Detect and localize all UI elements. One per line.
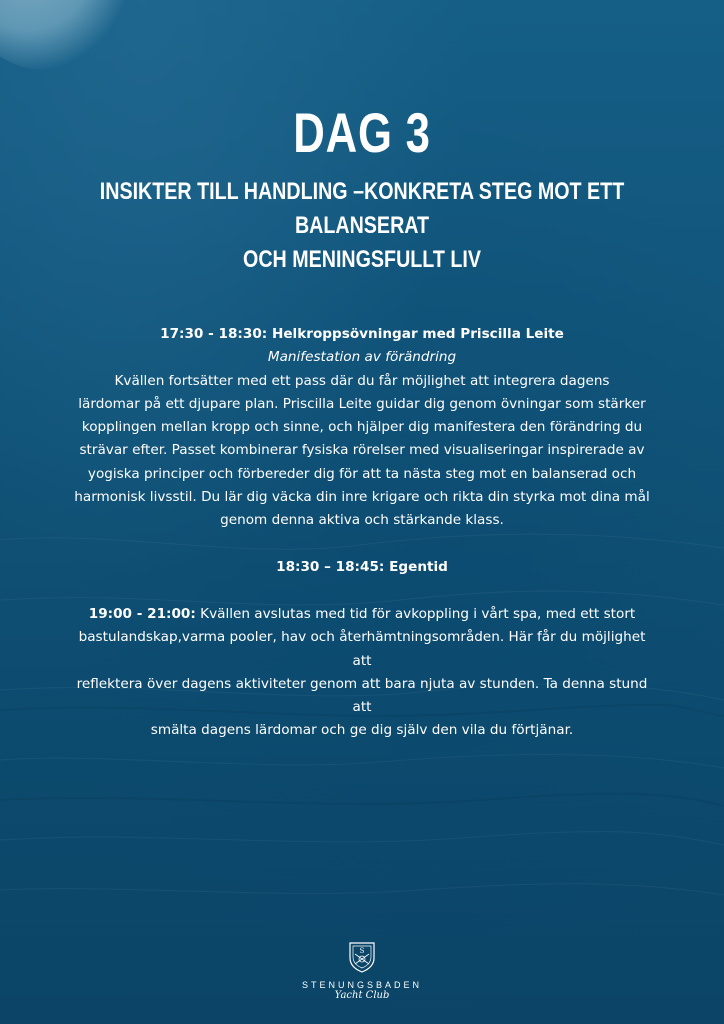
session-2-heading: 18:30 – 18:45: Egentid [276,558,448,575]
session-1-title: Helkroppsövningar med Priscilla Leite [271,326,564,342]
club-logo [0,940,724,1001]
session-3-line-first [70,603,654,626]
subtitle-line-1: INSIKTER TILL HANDLING –KONKRETA STEG MOT ETT BALANSERAT [99,178,625,239]
session-1-theme: Manifestation av förändring [267,349,457,366]
session-1-line: genom denna aktiva och stärkande klass. [220,512,504,529]
subtitle-line-2: OCH MENINGSFULLT LIV [243,246,481,273]
session-1-heading [70,323,654,346]
session-3-line: smälta dagens lärdomar och ge dig själv den vila du förtjänar. [150,722,574,739]
session-1-line: Kvällen fortsätter med ett pass där du får möjlighet att integrera dagens [114,372,610,389]
crest-letter: S [359,947,365,955]
session-3-time: 19:00 - 21:00: [88,605,196,622]
session-3-line: reflektera över dagens aktiviteter genom att bara njuta av stunden. Ta denna stund att [76,675,648,716]
page-title: DAG 3 [293,101,431,164]
session-1-line: lärdomar på ett djupare plan. Priscilla Leite guidar dig genom övningar som stärker [78,395,646,412]
session-1-line: strävar efter. Passet kombinerar fysiska rörelser med visualiseringar inspirerade av [79,442,645,459]
page-subtitle [98,175,626,277]
schedule-content [70,323,654,743]
yacht-club-crest-icon [347,940,377,974]
session-1-line: harmonisk livsstil. Du lär dig väcka din inre krigare och rikta din styrka mot dina mål [74,489,650,506]
session-3-text: Kvällen avslutas med tid för avkoppling i vårt spa, med ett stort [200,605,636,622]
corner-highlight [0,0,130,70]
session-1-time: 17:30 - 18:30: [160,326,268,342]
session-1-line: kopplingen mellan kropp och sinne, och hjälper dig manifestera den förändring du [81,419,643,436]
session-1-line: yogiska principer och förbereder dig för att ta nästa steg mot en balanserad och [87,465,637,482]
club-subtitle: Yacht Club [334,990,390,1001]
club-name: STENUNGSBADEN [301,980,422,990]
session-3-line: bastulandskap,varma pooler, hav och återhämtningsområden. Här får du möjlighet att [78,629,646,669]
